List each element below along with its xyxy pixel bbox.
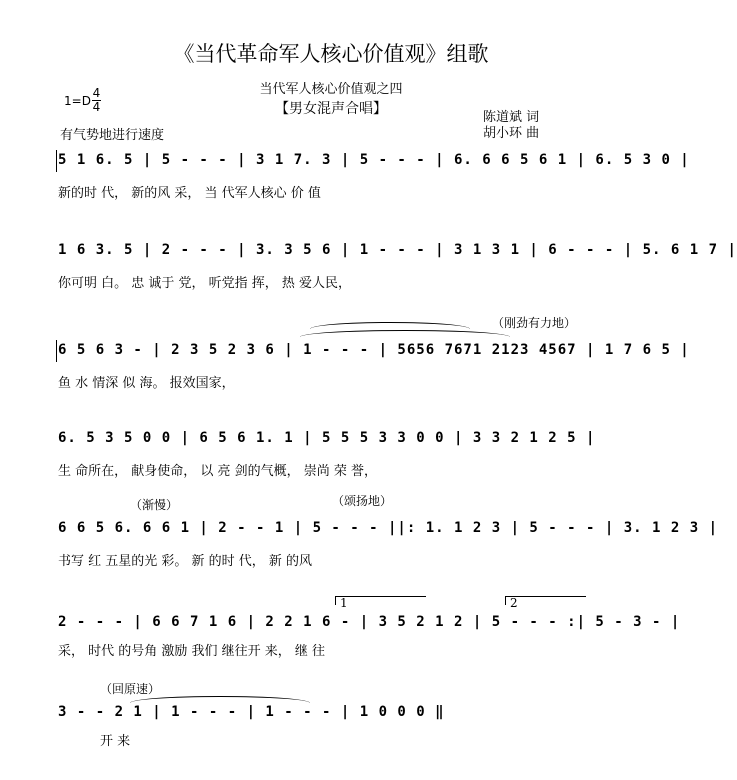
notation-line-3: 6 5 6 3 - | 2 3 5 2 3 6 | 1 - - - | 5656 7671 2123 4567 | 1 7 6 5 | bbox=[58, 342, 690, 358]
key-signature: 1=D bbox=[64, 94, 91, 108]
lyrics-line-6: 采， 时代 的号角 激励 我们 继往开 来， 继 往 bbox=[58, 644, 326, 659]
composer: 胡小环 曲 bbox=[483, 126, 540, 141]
time-denominator: 4 bbox=[92, 100, 101, 114]
bar-line bbox=[56, 340, 57, 362]
lyrics-line-1: 新的时 代， 新的风 采， 当 代军人核心 价 值 bbox=[58, 186, 321, 201]
expression-mark-a-tempo: （回原速） bbox=[100, 682, 161, 696]
notation-line-5: 6 6 5 6. 6 6 1 | 2 - - 1 | 5 - - - ||: 1. 1 2 3 | 5 - - - | 3. 1 2 3 | bbox=[58, 520, 719, 536]
slur bbox=[130, 696, 310, 703]
volta-bracket-1 bbox=[335, 596, 426, 605]
volta-bracket-2 bbox=[505, 596, 586, 605]
song-subtitle: 当代军人核心价值观之四 bbox=[259, 82, 403, 97]
notation-line-2: 1 6 3. 5 | 2 - - - | 3. 3 5 6 | 1 - - - | 3 1 3 1 | 6 - - - | 5. 6 1 7 | bbox=[58, 242, 737, 258]
volta-1: 1 bbox=[340, 596, 348, 610]
expression-mark-ritardando: （渐慢） bbox=[130, 498, 179, 512]
bar-line bbox=[56, 150, 57, 172]
lyrics-line-7: 开 来 bbox=[100, 734, 131, 749]
lyrics-line-3: 鱼 水 情深 似 海。 报效国家， bbox=[58, 376, 235, 391]
lyricist: 陈道斌 词 bbox=[483, 110, 540, 125]
notation-line-7: 3 - - 2 1 | 1 - - - | 1 - - - | 1 0 0 0 ‖ bbox=[58, 704, 445, 720]
song-title: 《当代革命军人核心价值观》组歌 bbox=[173, 42, 489, 66]
notation-line-6: 2 - - - | 6 6 7 1 6 | 2 2 1 6 - | 3 5 2 1 2 | 5 - - - :| 5 - 3 - | bbox=[58, 614, 681, 630]
notation-line-4: 6. 5 3 5 0 0 | 6 5 6 1. 1 | 5 5 5 3 3 0 0 | 3 3 2 1 2 5 | bbox=[58, 430, 596, 446]
lyrics-line-4: 生 命所在， 献身使命， 以 亮 剑的气概， 崇尚 荣 誉， bbox=[58, 464, 378, 479]
slur bbox=[300, 330, 510, 337]
notation-line-1: 5 1 6. 5 | 5 - - - | 3 1 7. 3 | 5 - - - | 6. 6 6 5 6 1 | 6. 5 3 0 | bbox=[58, 152, 690, 168]
lyrics-line-5: 书写 红 五星的光 彩。 新 的时 代， 新 的风 bbox=[58, 554, 313, 569]
slur bbox=[310, 322, 470, 329]
tempo-marking: 有气势地进行速度 bbox=[60, 128, 165, 143]
time-numerator: 4 bbox=[92, 86, 101, 100]
expression-mark-praise: （颂扬地） bbox=[332, 494, 393, 508]
volta-2: 2 bbox=[510, 596, 518, 610]
chorus-type: 【男女混声合唱】 bbox=[275, 101, 387, 117]
lyrics-line-2: 你可明 白。 忠 诚于 党， 听党指 挥， 热 爱人民， bbox=[58, 276, 352, 291]
expression-mark: （刚劲有力地） bbox=[492, 316, 577, 330]
time-signature bbox=[92, 87, 101, 114]
